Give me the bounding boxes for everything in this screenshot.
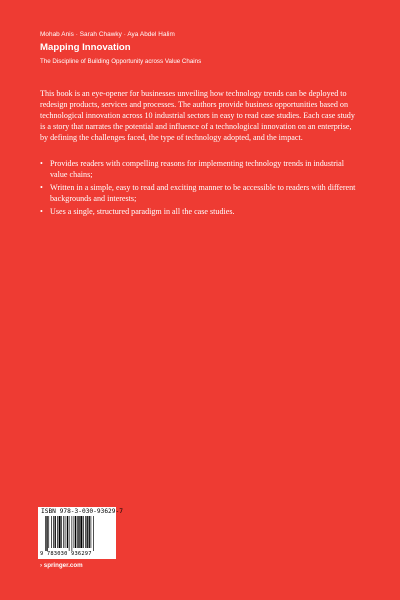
feature-item xyxy=(40,206,362,217)
isbn-barcode xyxy=(38,507,123,559)
book-title: Mapping Innovation xyxy=(40,42,131,53)
bullet-icon: • xyxy=(40,207,43,216)
book-description: This book is an eye-opener for businesses unveiling how technology trends can be deployed to redesign products, services and processes. The authors provide business opportunities based on technological innovation across 10 industrial sectors in easy to read case studies. Each case study is a story that narrates the potential and influence of a technological innovation on an enterprise, by defining the challenges faced, the type of technology adopted, and the impact. xyxy=(40,89,355,142)
feature-text: Written in a simple, easy to read and exciting manner to be accessible to readers with different backgrounds and interests; xyxy=(50,183,356,203)
feature-item xyxy=(40,182,362,204)
book-subtitle: The Discipline of Building Opportunity across Value Chains xyxy=(40,58,202,65)
publisher-website: › springer.com xyxy=(40,562,83,569)
feature-text: Provides readers with compelling reasons for implementing technology trends in industrial value chains; xyxy=(50,159,345,179)
author-names: Mohab Anis · Sarah Chawky · Aya Abdel Halim xyxy=(40,31,175,38)
feature-list xyxy=(40,158,362,219)
feature-item xyxy=(40,158,362,180)
bullet-icon: • xyxy=(40,159,43,168)
feature-text: Uses a single, structured paradigm in all the case studies. xyxy=(50,207,235,216)
bullet-icon: • xyxy=(40,183,43,192)
barcode-digits: 9 783030 936297 xyxy=(40,551,92,557)
barcode-icon xyxy=(45,516,111,551)
isbn-number: ISBN 978-3-030-93629-7 xyxy=(41,508,123,515)
